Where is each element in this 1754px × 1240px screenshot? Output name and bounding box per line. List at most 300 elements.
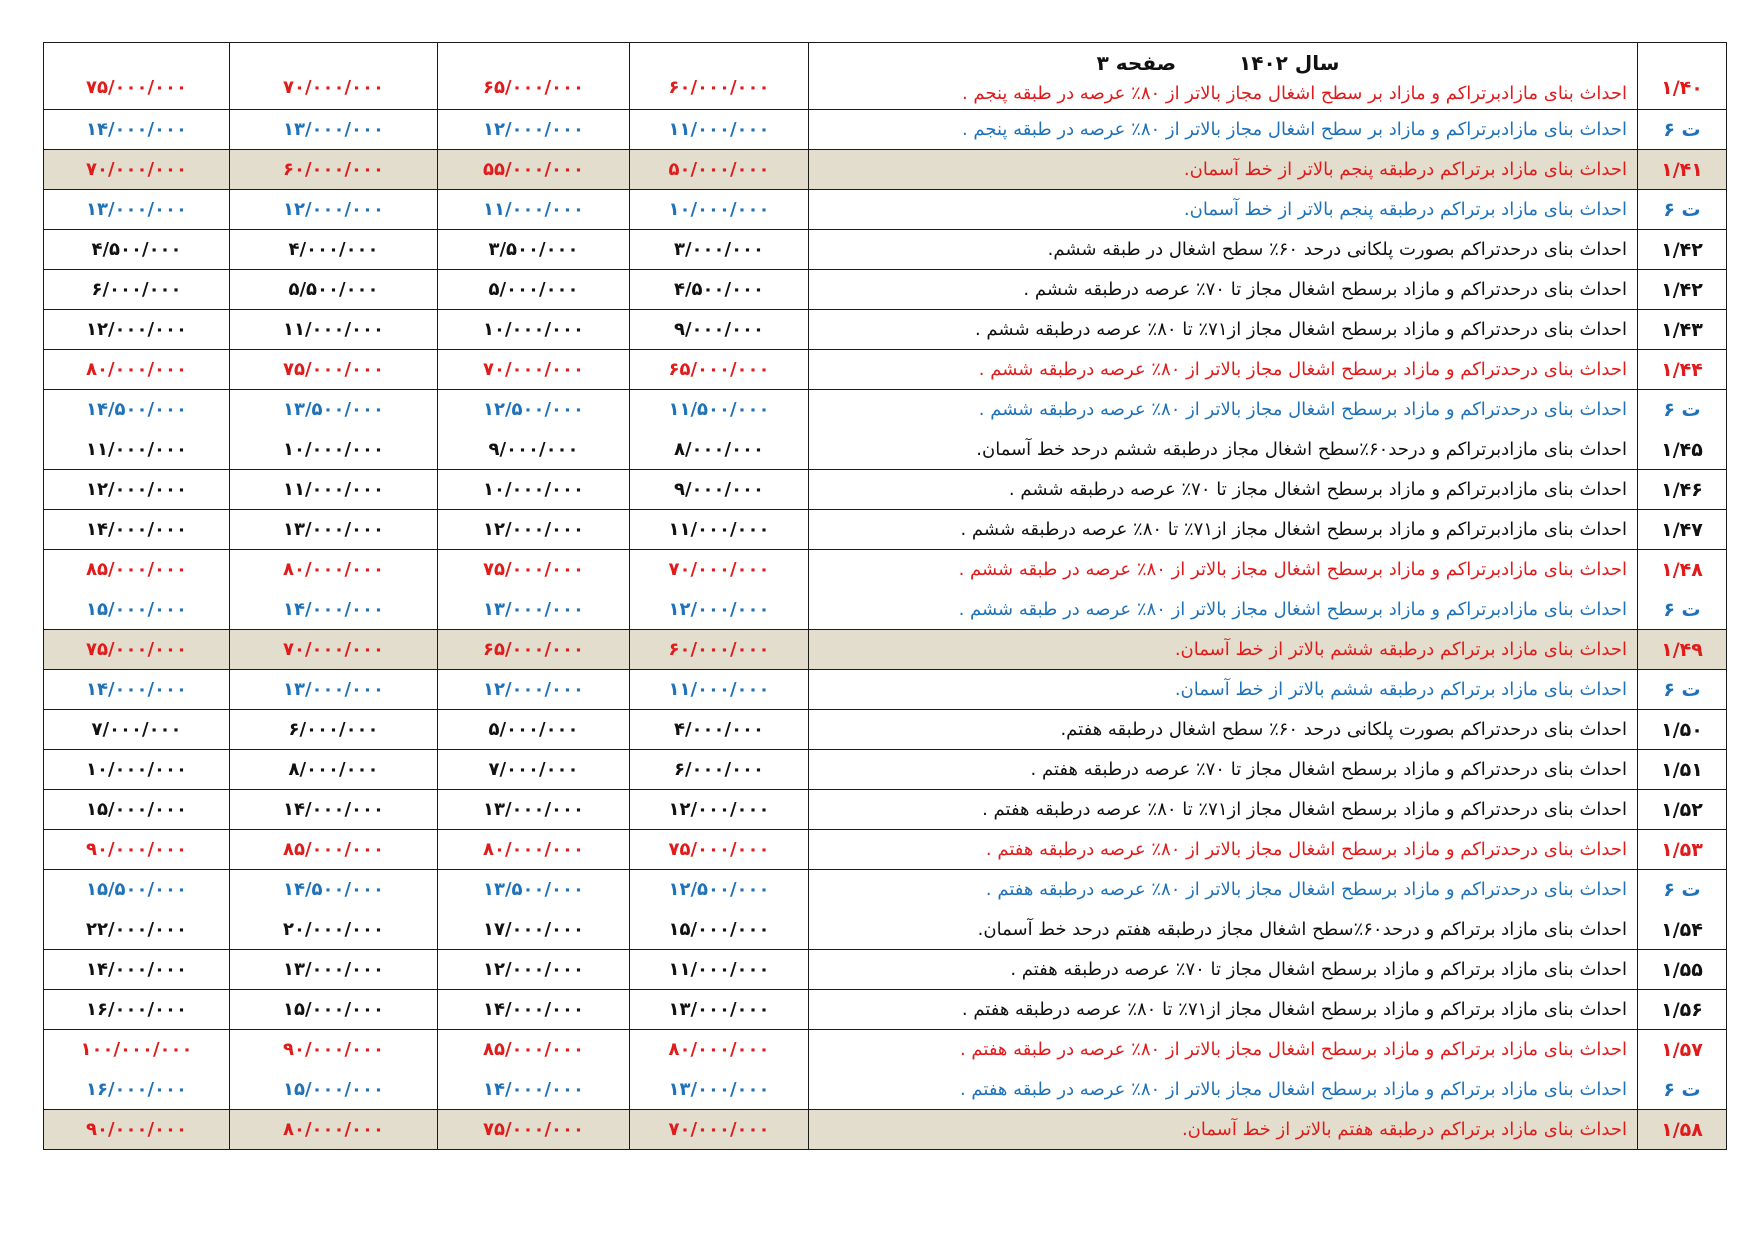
row-description-cell	[809, 590, 1638, 630]
row-description: احداث بنای مازادبرتراکم و مازاد برسطح اشغال مجاز از۷۱٪ تا ۸۰٪ عرصه درطبقه ششم .	[960, 519, 1627, 540]
row-value-4-cell	[44, 310, 230, 350]
row-value-3-cell	[230, 790, 438, 830]
row-value-1-cell	[630, 590, 809, 630]
row-value-2: ۵۵/۰۰۰/۰۰۰	[482, 159, 585, 180]
row-value-1: ۶/۰۰۰/۰۰۰	[673, 759, 765, 780]
row-value-3-cell	[230, 43, 438, 110]
row-description-cell	[809, 150, 1638, 190]
page-label: صفحه ۳	[1096, 51, 1177, 75]
row-value-3-cell	[230, 630, 438, 670]
row-value-4-cell	[44, 390, 230, 430]
row-value-1: ۱۵/۰۰۰/۰۰۰	[668, 919, 770, 940]
row-code: ۱/۵۵	[1661, 958, 1703, 981]
row-value-4: ۷/۰۰۰/۰۰۰	[91, 719, 182, 740]
table-row	[44, 670, 1727, 710]
row-value-3-cell	[230, 270, 438, 310]
table-row	[44, 43, 1727, 110]
table-row	[44, 1070, 1727, 1110]
row-value-1-cell	[630, 470, 809, 510]
row-code: ۱/۵۷	[1661, 1038, 1703, 1061]
row-value-2: ۹/۰۰۰/۰۰۰	[488, 439, 579, 460]
row-description-cell	[809, 230, 1638, 270]
row-value-1: ۱۲/۵۰۰/۰۰۰	[668, 879, 770, 900]
row-description-cell	[809, 470, 1638, 510]
row-code-cell	[1638, 190, 1727, 230]
table-row	[44, 830, 1727, 870]
row-value-3: ۱۳/۰۰۰/۰۰۰	[282, 519, 385, 540]
row-value-3-cell	[230, 830, 438, 870]
row-code: ت ۶	[1663, 878, 1701, 901]
table-row	[44, 190, 1727, 230]
row-description-cell	[809, 910, 1638, 950]
row-description-cell	[809, 310, 1638, 350]
row-description: احداث بنای مازادبرتراکم و مازاد بر سطح اشغال مجاز بالاتر از ۸۰٪ عرصه در طبقه پنجم .	[961, 119, 1627, 140]
row-value-3-cell	[230, 1110, 438, 1150]
row-description-cell	[809, 270, 1638, 310]
row-value-1: ۵۰/۰۰۰/۰۰۰	[668, 159, 770, 180]
row-value-3-cell	[230, 390, 438, 430]
row-description-cell	[809, 390, 1638, 430]
row-description-cell	[809, 750, 1638, 790]
row-value-4-cell	[44, 510, 230, 550]
table-row	[44, 310, 1727, 350]
row-value-1: ۱۱/۰۰۰/۰۰۰	[668, 679, 770, 700]
row-value-3: ۹۰/۰۰۰/۰۰۰	[282, 1039, 385, 1060]
tariff-table	[43, 42, 1727, 1150]
row-description-cell	[809, 990, 1638, 1030]
row-code-cell	[1638, 1070, 1727, 1110]
row-description-cell	[809, 870, 1638, 910]
table-row	[44, 870, 1727, 910]
row-value-1: ۶۰/۰۰۰/۰۰۰	[668, 639, 770, 660]
row-description: احداث بنای مازاد برتراکم درطبقه ششم بالاتر از خط آسمان.	[1174, 639, 1627, 660]
table-row	[44, 470, 1727, 510]
row-value-1: ۹/۰۰۰/۰۰۰	[673, 319, 765, 340]
row-value-1-cell	[630, 710, 809, 750]
row-value-4: ۱۴/۰۰۰/۰۰۰	[85, 519, 188, 540]
row-value-4: ۱۶/۰۰۰/۰۰۰	[85, 1079, 188, 1100]
row-value-3: ۷۰/۰۰۰/۰۰۰	[282, 77, 385, 98]
row-value-2-cell	[438, 1030, 630, 1070]
row-description: احداث بنای مازاد برتراکم و مازاد برسطح اشغال مجاز بالاتر از ۸۰٪ عرصه در طبقه هفتم .	[959, 1039, 1627, 1060]
row-value-1-cell	[630, 43, 809, 110]
row-code: ۱/۴۰	[1661, 77, 1703, 99]
row-value-4: ۹۰/۰۰۰/۰۰۰	[85, 839, 188, 860]
row-value-3: ۸۰/۰۰۰/۰۰۰	[282, 1119, 385, 1140]
row-value-2: ۱۲/۰۰۰/۰۰۰	[482, 119, 585, 140]
row-value-2: ۱۲/۰۰۰/۰۰۰	[482, 679, 585, 700]
row-description: احداث بنای مازاد برتراکم درطبقه ششم بالاتر از خط آسمان.	[1174, 679, 1627, 700]
row-value-3: ۸۰/۰۰۰/۰۰۰	[282, 559, 385, 580]
row-value-1: ۱۰/۰۰۰/۰۰۰	[668, 199, 770, 220]
row-value-4: ۱۴/۰۰۰/۰۰۰	[85, 959, 188, 980]
row-value-3: ۶۰/۰۰۰/۰۰۰	[282, 159, 385, 180]
row-value-1: ۶۰/۰۰۰/۰۰۰	[668, 77, 770, 98]
row-value-1-cell	[630, 910, 809, 950]
row-value-1: ۷۰/۰۰۰/۰۰۰	[668, 559, 770, 580]
row-value-3: ۲۰/۰۰۰/۰۰۰	[282, 919, 385, 940]
row-value-3: ۱۱/۰۰۰/۰۰۰	[282, 319, 385, 340]
row-value-1-cell	[630, 1070, 809, 1110]
row-value-1: ۴/۵۰۰/۰۰۰	[673, 279, 765, 300]
row-value-4-cell	[44, 110, 230, 150]
row-value-1-cell	[630, 510, 809, 550]
row-value-3-cell	[230, 710, 438, 750]
row-value-1-cell	[630, 950, 809, 990]
row-code-cell	[1638, 750, 1727, 790]
row-value-4-cell	[44, 790, 230, 830]
row-description: احداث بنای درحدتراکم بصورت پلکانی درحد ۶۰٪ سطح اشغال درطبقه هفتم.	[1060, 719, 1627, 740]
table-row	[44, 110, 1727, 150]
row-code: ۱/۴۹	[1661, 638, 1703, 661]
row-value-1: ۴/۰۰۰/۰۰۰	[673, 719, 765, 740]
row-description: احداث بنای مازادبرتراکم و مازاد برسطح اشغال مجاز بالاتر از ۸۰٪ عرصه در طبقه ششم .	[958, 559, 1627, 580]
row-code: ۱/۴۶	[1661, 478, 1703, 501]
row-code-cell	[1638, 870, 1727, 910]
row-value-2: ۵/۰۰۰/۰۰۰	[488, 279, 579, 300]
row-value-4-cell	[44, 550, 230, 590]
row-value-4-cell	[44, 150, 230, 190]
row-value-3: ۱۴/۵۰۰/۰۰۰	[282, 879, 385, 900]
row-description-cell	[809, 1030, 1638, 1070]
row-code: ت ۶	[1663, 598, 1701, 621]
row-value-3: ۷۵/۰۰۰/۰۰۰	[282, 359, 385, 380]
row-value-3: ۱۵/۰۰۰/۰۰۰	[282, 999, 385, 1020]
row-value-1: ۳/۰۰۰/۰۰۰	[673, 239, 765, 260]
row-value-3-cell	[230, 150, 438, 190]
row-value-4-cell	[44, 430, 230, 470]
row-code: ۱/۵۴	[1661, 918, 1703, 941]
row-code: ت ۶	[1663, 1078, 1701, 1101]
row-value-1-cell	[630, 670, 809, 710]
row-description-cell	[809, 830, 1638, 870]
row-value-4-cell	[44, 670, 230, 710]
table-row	[44, 950, 1727, 990]
row-value-2-cell	[438, 190, 630, 230]
row-value-4-cell	[44, 910, 230, 950]
row-description: احداث بنای مازاد برتراکم درطبقه پنجم بالاتر از خط آسمان.	[1183, 199, 1627, 220]
row-code-cell	[1638, 1110, 1727, 1150]
row-value-4: ۱۰۰/۰۰۰/۰۰۰	[80, 1039, 193, 1060]
row-code: ۱/۵۲	[1661, 798, 1703, 821]
row-value-2: ۷۰/۰۰۰/۰۰۰	[482, 359, 585, 380]
row-value-4-cell	[44, 710, 230, 750]
row-value-4-cell	[44, 990, 230, 1030]
row-value-3: ۴/۰۰۰/۰۰۰	[288, 239, 379, 260]
row-code: ت ۶	[1663, 398, 1701, 421]
row-value-4: ۷۵/۰۰۰/۰۰۰	[85, 77, 188, 98]
row-value-3-cell	[230, 590, 438, 630]
row-value-2: ۶۵/۰۰۰/۰۰۰	[482, 639, 585, 660]
row-value-2-cell	[438, 670, 630, 710]
row-value-1: ۷۵/۰۰۰/۰۰۰	[668, 839, 770, 860]
row-value-3: ۱۴/۰۰۰/۰۰۰	[282, 799, 385, 820]
row-value-2: ۳/۵۰۰/۰۰۰	[488, 239, 579, 260]
row-value-3: ۵/۵۰۰/۰۰۰	[288, 279, 379, 300]
row-code-cell	[1638, 910, 1727, 950]
row-value-1: ۶۵/۰۰۰/۰۰۰	[668, 359, 770, 380]
row-description: احداث بنای مازاد برتراکم و مازاد برسطح اشغال مجاز از۷۱٪ تا ۸۰٪ عرصه درطبقه هفتم .	[961, 999, 1627, 1020]
row-code-cell	[1638, 350, 1727, 390]
table-row	[44, 590, 1727, 630]
row-code: ت ۶	[1663, 198, 1701, 221]
row-description-cell	[809, 1110, 1638, 1150]
row-value-1-cell	[630, 310, 809, 350]
row-value-2-cell	[438, 1070, 630, 1110]
row-value-3-cell	[230, 430, 438, 470]
row-value-4: ۹۰/۰۰۰/۰۰۰	[85, 1119, 188, 1140]
table-row	[44, 750, 1727, 790]
row-value-1-cell	[630, 270, 809, 310]
row-value-4: ۴/۵۰۰/۰۰۰	[91, 239, 182, 260]
row-description-cell	[809, 190, 1638, 230]
row-value-1: ۱۱/۰۰۰/۰۰۰	[668, 959, 770, 980]
row-description: احداث بنای درحدتراکم و مازاد برسطح اشغال مجاز بالاتر از ۸۰٪ عرصه درطبقه هفتم .	[985, 839, 1627, 860]
row-value-3-cell	[230, 870, 438, 910]
row-value-1-cell	[630, 750, 809, 790]
row-value-4: ۱۵/۰۰۰/۰۰۰	[85, 599, 188, 620]
row-description: احداث بنای درحدتراکم و مازاد برسطح اشغال مجاز بالاتر از ۸۰٪ عرصه درطبقه ششم .	[978, 359, 1627, 380]
row-value-2-cell	[438, 310, 630, 350]
row-value-3-cell	[230, 990, 438, 1030]
row-value-4: ۱۴/۰۰۰/۰۰۰	[85, 119, 188, 140]
table-row	[44, 350, 1727, 390]
row-value-3-cell	[230, 350, 438, 390]
row-value-3-cell	[230, 510, 438, 550]
row-value-4: ۱۵/۰۰۰/۰۰۰	[85, 799, 188, 820]
row-code-cell	[1638, 470, 1727, 510]
row-description-cell	[809, 110, 1638, 150]
row-value-3: ۱۲/۰۰۰/۰۰۰	[282, 199, 385, 220]
row-value-2: ۸۰/۰۰۰/۰۰۰	[482, 839, 585, 860]
row-description-cell	[809, 950, 1638, 990]
row-value-4-cell	[44, 190, 230, 230]
table-row	[44, 230, 1727, 270]
row-value-2-cell	[438, 750, 630, 790]
row-value-3: ۷۰/۰۰۰/۰۰۰	[282, 639, 385, 660]
row-value-4: ۱۴/۵۰۰/۰۰۰	[85, 399, 188, 420]
row-value-4-cell	[44, 230, 230, 270]
row-value-4: ۱۲/۰۰۰/۰۰۰	[85, 479, 188, 500]
row-value-4: ۱۳/۰۰۰/۰۰۰	[85, 199, 188, 220]
row-value-1-cell	[630, 1110, 809, 1150]
row-value-3: ۶/۰۰۰/۰۰۰	[288, 719, 379, 740]
row-value-1-cell	[630, 150, 809, 190]
row-value-4-cell	[44, 1070, 230, 1110]
row-value-1: ۱۲/۰۰۰/۰۰۰	[668, 599, 770, 620]
row-value-4-cell	[44, 950, 230, 990]
table-row	[44, 150, 1727, 190]
row-description-cell	[809, 350, 1638, 390]
row-value-2-cell	[438, 1110, 630, 1150]
row-value-2-cell	[438, 350, 630, 390]
row-description: احداث بنای درحدتراکم و مازاد برسطح اشغال مجاز از۷۱٪ تا ۸۰٪ عرصه درطبقه ششم .	[974, 319, 1627, 340]
row-code: ۱/۵۳	[1661, 838, 1703, 861]
row-value-2: ۱۳/۰۰۰/۰۰۰	[482, 599, 585, 620]
row-description-cell	[809, 790, 1638, 830]
row-code-cell	[1638, 990, 1727, 1030]
row-code: ۱/۴۸	[1661, 558, 1703, 581]
row-value-1-cell	[630, 630, 809, 670]
row-value-4: ۶/۰۰۰/۰۰۰	[91, 279, 182, 300]
row-value-2-cell	[438, 630, 630, 670]
row-value-3-cell	[230, 110, 438, 150]
row-value-2-cell	[438, 150, 630, 190]
row-value-4-cell	[44, 270, 230, 310]
row-description: احداث بنای درحدتراکم و مازاد برسطح اشغال مجاز تا ۷۰٪ عرصه درطبقه ششم .	[1023, 279, 1627, 300]
row-value-1: ۱۳/۰۰۰/۰۰۰	[668, 1079, 770, 1100]
row-value-2: ۱۴/۰۰۰/۰۰۰	[482, 999, 585, 1020]
page-header	[809, 43, 1627, 75]
table-row	[44, 630, 1727, 670]
row-description-cell	[809, 43, 1638, 110]
table-row	[44, 430, 1727, 470]
row-description-cell	[809, 670, 1638, 710]
row-code-cell	[1638, 390, 1727, 430]
row-value-2: ۱۷/۰۰۰/۰۰۰	[482, 919, 585, 940]
row-value-2-cell	[438, 43, 630, 110]
row-description: احداث بنای مازادبرتراکم و مازاد بر سطح اشغال مجاز بالاتر از ۸۰٪ عرصه در طبقه پنجم .	[961, 83, 1627, 104]
row-value-2-cell	[438, 510, 630, 550]
table-row	[44, 1110, 1727, 1150]
row-value-1: ۱۱/۰۰۰/۰۰۰	[668, 519, 770, 540]
row-value-4: ۸۵/۰۰۰/۰۰۰	[85, 559, 188, 580]
row-description-cell	[809, 1070, 1638, 1110]
row-code: ت ۶	[1663, 678, 1701, 701]
row-value-2: ۵/۰۰۰/۰۰۰	[488, 719, 579, 740]
row-description-cell	[809, 550, 1638, 590]
table-row	[44, 910, 1727, 950]
row-value-3-cell	[230, 950, 438, 990]
row-code: ت ۶	[1663, 118, 1701, 141]
row-description: احداث بنای مازادبرتراکم و درحد۶۰٪سطح اشغال مجاز درطبقه ششم درحد خط آسمان.	[976, 439, 1627, 460]
row-description-cell	[809, 710, 1638, 750]
row-value-1: ۱۳/۰۰۰/۰۰۰	[668, 999, 770, 1020]
row-description: احداث بنای مازادبرتراکم و مازاد برسطح اشغال مجاز تا ۷۰٪ عرصه درطبقه ششم .	[1008, 479, 1627, 500]
row-description: احداث بنای مازاد برتراکم و مازاد برسطح اشغال مجاز تا ۷۰٪ عرصه درطبقه هفتم .	[1010, 959, 1627, 980]
year-label: سال ۱۴۰۲	[1239, 51, 1340, 75]
row-value-3: ۱۵/۰۰۰/۰۰۰	[282, 1079, 385, 1100]
row-value-4-cell	[44, 870, 230, 910]
row-value-4: ۱۴/۰۰۰/۰۰۰	[85, 679, 188, 700]
row-value-1-cell	[630, 830, 809, 870]
row-value-2-cell	[438, 990, 630, 1030]
row-value-2: ۷۵/۰۰۰/۰۰۰	[482, 1119, 585, 1140]
row-description: احداث بنای مازاد برتراکم درطبقه پنجم بالاتر از خط آسمان.	[1183, 159, 1627, 180]
row-value-2: ۱۰/۰۰۰/۰۰۰	[482, 479, 585, 500]
row-code-cell	[1638, 430, 1727, 470]
row-value-3: ۸۵/۰۰۰/۰۰۰	[282, 839, 385, 860]
row-value-2-cell	[438, 710, 630, 750]
row-value-2: ۱۴/۰۰۰/۰۰۰	[482, 1079, 585, 1100]
row-value-4-cell	[44, 750, 230, 790]
row-value-1: ۱۱/۵۰۰/۰۰۰	[668, 399, 770, 420]
row-value-1: ۷۰/۰۰۰/۰۰۰	[668, 1119, 770, 1140]
tariff-table-sheet	[43, 42, 1726, 1150]
row-value-4-cell	[44, 470, 230, 510]
row-value-2: ۷۵/۰۰۰/۰۰۰	[482, 559, 585, 580]
row-description: احداث بنای درحدتراکم و مازاد برسطح اشغال مجاز بالاتر از ۸۰٪ عرصه درطبقه هفتم .	[985, 879, 1627, 900]
row-code-cell	[1638, 790, 1727, 830]
row-value-4: ۱۵/۵۰۰/۰۰۰	[85, 879, 188, 900]
row-description: احداث بنای درحدتراکم بصورت پلکانی درحد ۶۰٪ سطح اشغال در طبقه ششم.	[1047, 239, 1627, 260]
row-value-4: ۱۱/۰۰۰/۰۰۰	[85, 439, 188, 460]
row-value-1-cell	[630, 1030, 809, 1070]
row-description-cell	[809, 430, 1638, 470]
row-value-2-cell	[438, 590, 630, 630]
row-value-2-cell	[438, 230, 630, 270]
row-value-2: ۱۲/۵۰۰/۰۰۰	[482, 399, 585, 420]
row-value-4: ۸۰/۰۰۰/۰۰۰	[85, 359, 188, 380]
row-code: ۱/۴۷	[1661, 518, 1703, 541]
row-code-cell	[1638, 950, 1727, 990]
row-value-1: ۱۱/۰۰۰/۰۰۰	[668, 119, 770, 140]
row-code-cell	[1638, 110, 1727, 150]
row-code: ۱/۴۱	[1661, 158, 1703, 181]
row-value-1-cell	[630, 190, 809, 230]
row-value-1: ۹/۰۰۰/۰۰۰	[673, 479, 765, 500]
row-value-1-cell	[630, 790, 809, 830]
row-value-4: ۲۲/۰۰۰/۰۰۰	[85, 919, 188, 940]
row-value-3-cell	[230, 1030, 438, 1070]
row-value-2-cell	[438, 790, 630, 830]
row-code-cell	[1638, 550, 1727, 590]
row-value-1-cell	[630, 230, 809, 270]
row-value-4-cell	[44, 630, 230, 670]
row-value-3: ۱۳/۰۰۰/۰۰۰	[282, 119, 385, 140]
row-code: ۱/۴۳	[1661, 318, 1703, 341]
row-code-cell	[1638, 150, 1727, 190]
table-row	[44, 510, 1727, 550]
row-code: ۱/۵۸	[1661, 1118, 1703, 1141]
row-value-2-cell	[438, 870, 630, 910]
row-value-2-cell	[438, 830, 630, 870]
row-value-3-cell	[230, 1070, 438, 1110]
row-code: ۱/۴۲	[1661, 278, 1703, 301]
row-value-2: ۱۰/۰۰۰/۰۰۰	[482, 319, 585, 340]
row-value-3: ۱۳/۵۰۰/۰۰۰	[282, 399, 385, 420]
row-value-3: ۸/۰۰۰/۰۰۰	[288, 759, 379, 780]
row-value-1: ۸/۰۰۰/۰۰۰	[673, 439, 765, 460]
row-value-2-cell	[438, 270, 630, 310]
row-description: احداث بنای درحدتراکم و مازاد برسطح اشغال مجاز تا ۷۰٪ عرصه درطبقه هفتم .	[1030, 759, 1627, 780]
row-value-2: ۶۵/۰۰۰/۰۰۰	[482, 77, 585, 98]
row-value-3: ۱۴/۰۰۰/۰۰۰	[282, 599, 385, 620]
row-value-4-cell	[44, 830, 230, 870]
row-value-4: ۱۲/۰۰۰/۰۰۰	[85, 319, 188, 340]
tariff-table-body	[44, 43, 1727, 1150]
row-value-1: ۱۲/۰۰۰/۰۰۰	[668, 799, 770, 820]
row-code-cell	[1638, 670, 1727, 710]
row-code-cell	[1638, 43, 1727, 110]
row-code-cell	[1638, 590, 1727, 630]
row-value-1: ۸۰/۰۰۰/۰۰۰	[668, 1039, 770, 1060]
row-value-3-cell	[230, 310, 438, 350]
row-description: احداث بنای مازادبرتراکم و مازاد برسطح اشغال مجاز بالاتر از ۸۰٪ عرصه در طبقه ششم .	[958, 599, 1627, 620]
row-code: ۱/۵۰	[1661, 718, 1703, 741]
row-code-cell	[1638, 230, 1727, 270]
row-description: احداث بنای درحدتراکم و مازاد برسطح اشغال مجاز از۷۱٪ تا ۸۰٪ عرصه درطبقه هفتم .	[982, 799, 1627, 820]
row-value-2: ۱۳/۰۰۰/۰۰۰	[482, 799, 585, 820]
row-description: احداث بنای مازاد برتراکم درطبقه هفتم بالاتر از خط آسمان.	[1181, 1119, 1627, 1140]
row-value-1-cell	[630, 390, 809, 430]
table-row	[44, 390, 1727, 430]
table-row	[44, 990, 1727, 1030]
row-value-1-cell	[630, 110, 809, 150]
row-value-4: ۷۵/۰۰۰/۰۰۰	[85, 639, 188, 660]
row-value-1-cell	[630, 430, 809, 470]
table-row	[44, 270, 1727, 310]
